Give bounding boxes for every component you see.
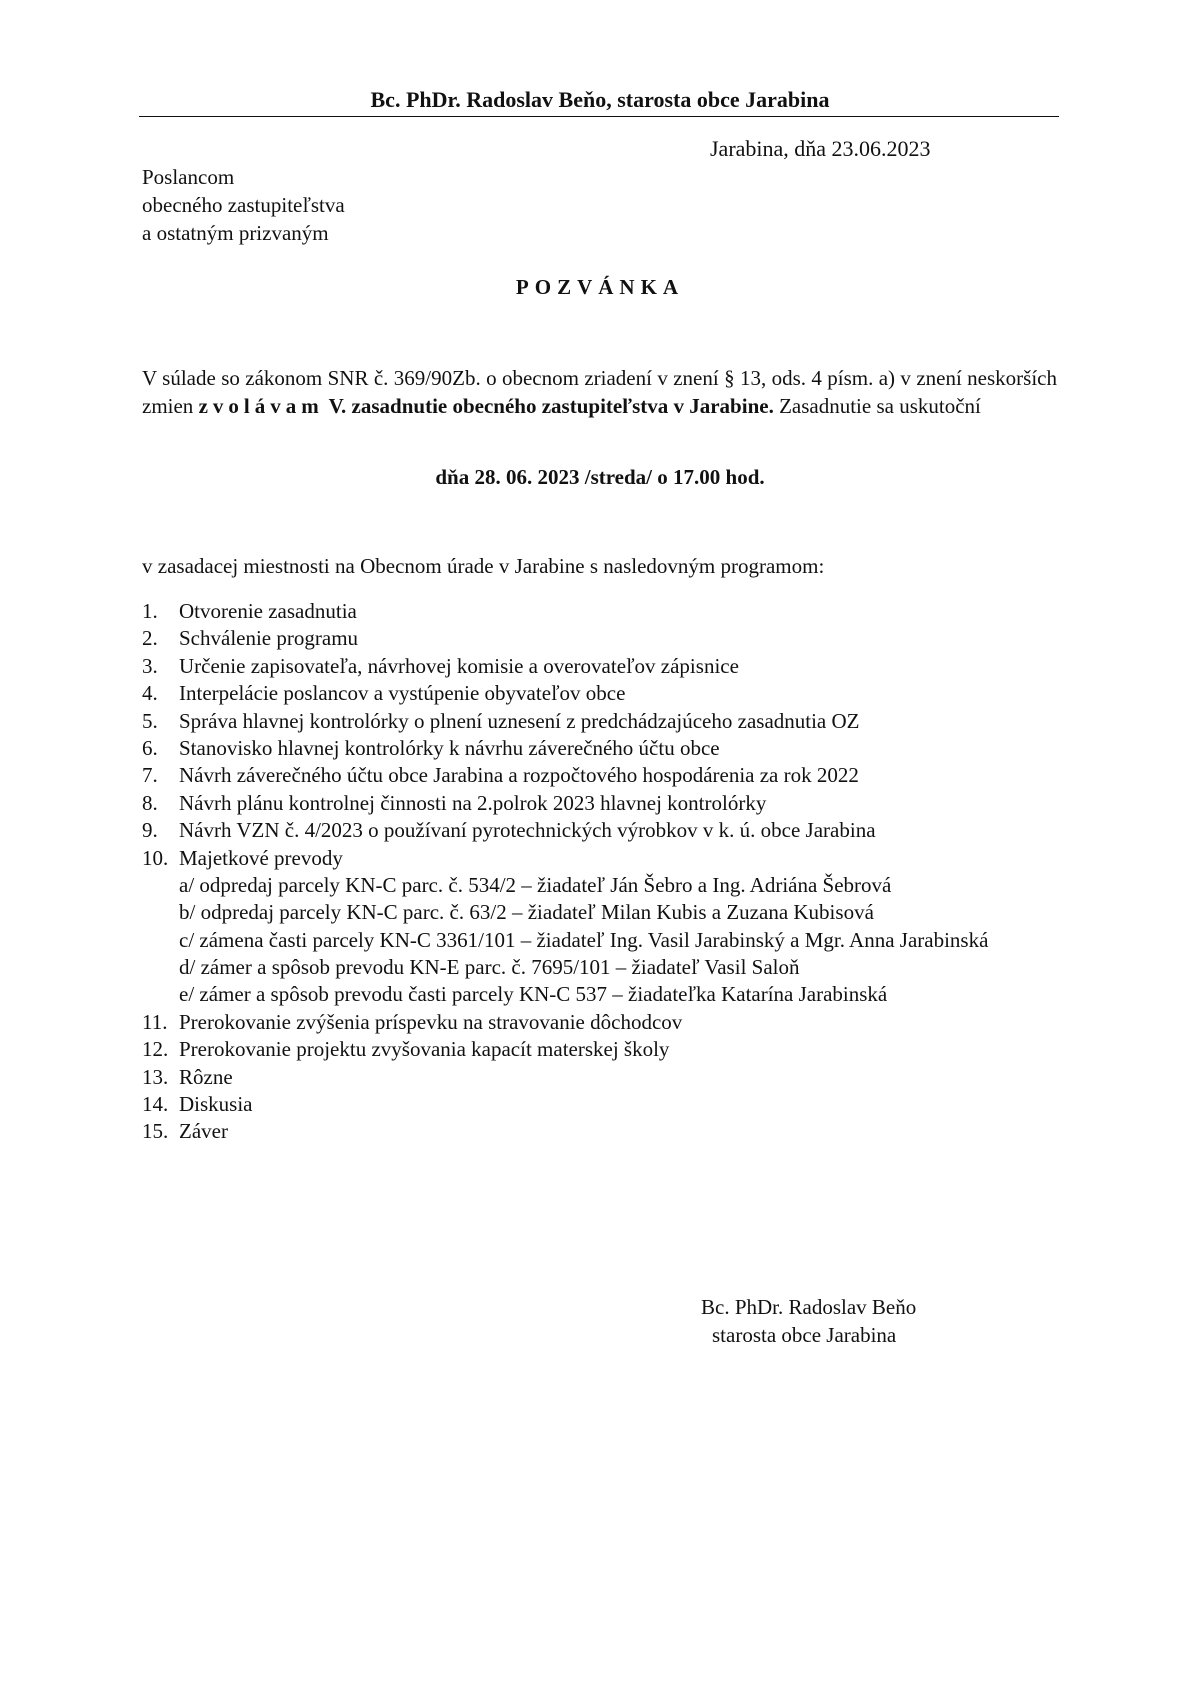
agenda-item	[142, 1009, 988, 1036]
agenda-item	[142, 708, 988, 735]
agenda-item	[142, 1036, 988, 1063]
agenda-item-number: 7.	[142, 763, 158, 788]
agenda-item-text: Majetkové prevody	[179, 845, 343, 870]
agenda-subitem-text: b/ odpredaj parcely KN-C parc. č. 63/2 – žiadateľ Milan Kubis a Zuzana Kubisová	[179, 900, 874, 925]
agenda-item	[142, 625, 988, 652]
agenda-item-number: 1.	[142, 599, 158, 623]
agenda-item-text: Návrh VZN č. 4/2023 o používaní pyrotechnických výrobkov v k. ú. obce Jarabina	[179, 818, 876, 843]
agenda-item-number: 4.	[142, 681, 158, 706]
document-date: Jarabina, dňa 23.06.2023	[710, 136, 931, 161]
agenda-item	[142, 817, 988, 844]
agenda-item-text: Určenie zapisovateľa, návrhovej komisie a overovateľov zápisnice	[179, 653, 739, 678]
recipient-line: Poslancom	[142, 165, 235, 189]
letterhead-divider	[139, 116, 1059, 117]
agenda-item-text: Prerokovanie projektu zvyšovania kapacít materskej školy	[179, 1037, 670, 1062]
recipients-block	[142, 163, 345, 247]
agenda-item-number: 5.	[142, 708, 158, 733]
agenda-item-number: 8.	[142, 790, 158, 815]
intro-paragraph	[142, 364, 1057, 420]
recipient-line: obecného zastupiteľstva	[142, 193, 345, 217]
agenda-item-text: Návrh záverečného účtu obce Jarabina a rozpočtového hospodárenia za rok 2022	[179, 763, 859, 788]
agenda-item	[142, 762, 988, 789]
recipient-line: a ostatným prizvaným	[142, 221, 329, 245]
signature-name: Bc. PhDr. Radoslav Beňo	[701, 1295, 917, 1319]
meeting-date: dňa 28. 06. 2023 /streda/ o 17.00 hod.	[435, 465, 765, 489]
agenda-subitem	[142, 872, 988, 899]
agenda-item	[142, 598, 988, 625]
agenda-item-text: Stanovisko hlavnej kontrolórky k návrhu záverečného účtu obce	[179, 735, 720, 760]
agenda-item	[142, 680, 988, 707]
agenda-item-number: 10.	[142, 845, 169, 870]
intro-text-end: Zasadnutie sa uskutoční	[773, 394, 981, 418]
agenda-item-text: Interpelácie poslancov a vystúpenie obyvateľov obce	[179, 681, 626, 706]
agenda-item-text: Správa hlavnej kontrolórky o plnení uznesení z predchádzajúceho zasadnutia OZ	[179, 708, 860, 733]
agenda-item	[142, 790, 988, 817]
intro-convene-word: zvolávam	[198, 394, 324, 418]
agenda-item	[142, 845, 988, 872]
agenda-item	[142, 1118, 988, 1145]
agenda-item-text: Schválenie programu	[179, 626, 359, 651]
agenda-item-number: 15.	[142, 1119, 169, 1144]
agenda-item-number: 9.	[142, 818, 158, 843]
agenda-item-text: Záver	[179, 1119, 228, 1144]
agenda-item-number: 11.	[142, 1009, 168, 1034]
agenda-item-number: 14.	[142, 1092, 169, 1117]
signature-block	[701, 1293, 916, 1349]
agenda-item-text: Otvorenie zasadnutia	[179, 599, 357, 623]
agenda-subitem	[142, 954, 988, 981]
agenda-item-number: 2.	[142, 626, 158, 651]
agenda-item	[142, 735, 988, 762]
letterhead-title: Bc. PhDr. Radoslav Beňo, starosta obce Jarabina	[370, 87, 830, 112]
agenda-item-text: Rôzne	[179, 1064, 233, 1089]
agenda-item-text: Diskusia	[179, 1092, 253, 1117]
agenda-item-number: 13.	[142, 1064, 169, 1089]
agenda-item-number: 12.	[142, 1037, 169, 1062]
agenda-subitem-text: a/ odpredaj parcely KN-C parc. č. 534/2 – žiadateľ Ján Šebro a Ing. Adriána Šebrová	[179, 872, 892, 897]
meeting-place: v zasadacej miestnosti na Obecnom úrade v Jarabine s nasledovným programom:	[142, 554, 825, 578]
signature-title: starosta obce Jarabina	[712, 1323, 897, 1347]
intro-text-start: V súlade so zákonom SNR č. 369/90Zb. o obecnom zriadení v znení § 13, ods. 4 písm. a) v znení neskorších zmien	[142, 366, 1057, 418]
agenda-item-text: Prerokovanie zvýšenia príspevku na stravovanie dôchodcov	[179, 1009, 683, 1034]
agenda-item-text: Návrh plánu kontrolnej činnosti na 2.polrok 2023 hlavnej kontrolórky	[179, 790, 767, 815]
agenda-subitem	[142, 927, 988, 954]
agenda-subitem-text: c/ zámena časti parcely KN-C 3361/101 – žiadateľ Ing. Vasil Jarabinský a Mgr. Anna Jarabinská	[179, 927, 989, 952]
agenda-item-number: 3.	[142, 653, 158, 678]
agenda-item	[142, 1091, 988, 1118]
agenda-subitem-text: e/ zámer a spôsob prevodu časti parcely KN-C 537 – žiadateľka Katarína Jarabinská	[179, 982, 888, 1007]
intro-session-name: V. zasadnutie obecného zastupiteľstva v Jarabine.	[323, 394, 774, 418]
agenda-list	[142, 598, 988, 1146]
agenda-subitem-text: d/ zámer a spôsob prevodu KN-E parc. č. 7695/101 – žiadateľ Vasil Saloň	[179, 955, 800, 980]
agenda-subitem	[142, 981, 988, 1008]
agenda-item	[142, 1064, 988, 1091]
document-title: POZVÁNKA	[515, 275, 685, 299]
agenda-item-number: 6.	[142, 735, 158, 760]
agenda-subitem	[142, 899, 988, 926]
agenda-item	[142, 653, 988, 680]
